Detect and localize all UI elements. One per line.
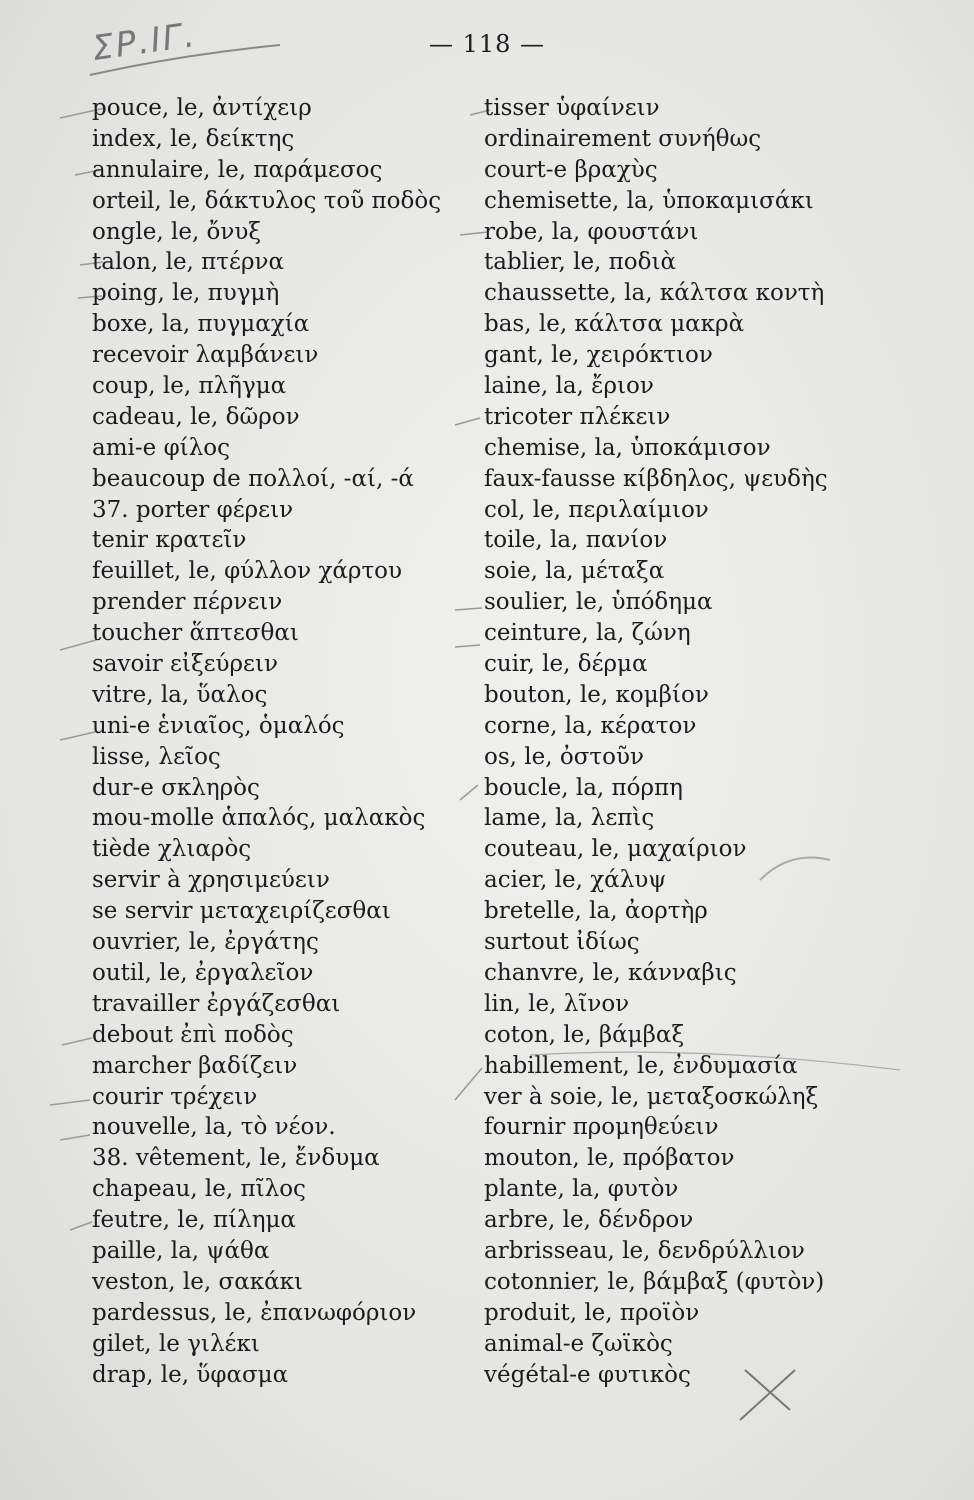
vocabulary-entry: 37. porter φέρειν [92,496,294,523]
vocabulary-entry: se servir μεταχειρίζεσθαι [92,898,391,925]
vocabulary-entry: 38. vêtement, le, ἔνδυμα [92,1145,380,1172]
vocabulary-entry: dur-e σκληρὸς [92,774,260,801]
vocabulary-entry: coup, le, πλῆγμα [92,373,287,400]
vocabulary-entry: toile, la, πανίον [484,527,668,554]
vocabulary-entry: robe, la, φουστάνι [484,218,699,245]
vocabulary-entry: corne, la, κέρατον [484,712,697,739]
vocabulary-entry: boucle, la, πόρπη [484,774,683,801]
vocabulary-entry: debout ἐπὶ ποδὸς [92,1021,294,1048]
vocabulary-entry: tablier, le, ποδιὰ [484,249,677,276]
vocabulary-entry: pouce, le, ἀντίχειρ [92,95,312,121]
vocabulary-entry: talon, le, πτέρνα [92,249,284,276]
vocabulary-entry: soulier, le, ὑπόδημα [484,589,713,616]
vocabulary-entry: pardessus, le, ἐπανωφόριον [92,1299,417,1326]
vocabulary-entry: coton, le, βάμβαξ [484,1021,685,1048]
vocabulary-entry: chapeau, le, πῖλος [92,1176,306,1203]
vocabulary-column-left [92,93,441,1390]
vocabulary-entry: recevoir λαμβάνειν [92,342,319,369]
vocabulary-entry: produit, le, προϊὸν [484,1299,700,1326]
vocabulary-entry: prender πέρνειν [92,589,283,616]
vocabulary-entry: travailler ἐργάζεσθαι [92,990,341,1017]
vocabulary-entry: plante, la, φυτὸν [484,1176,679,1203]
vocabulary-entry: lisse, λεῖος [92,743,221,770]
vocabulary-entry: faux-fausse κίβδηλος, ψευδὴς [484,465,828,492]
vocabulary-entry: mouton, le, πρόβατον [484,1145,735,1172]
vocabulary-entry: couteau, le, μαχαίριον [484,836,747,863]
vocabulary-entry: drap, le, ὕφασμα [92,1361,289,1388]
vocabulary-entry: arbrisseau, le, δενδρύλλιον [484,1237,805,1264]
vocabulary-entry: fournir προμηθεύειν [484,1114,719,1141]
vocabulary-entry: court-e βραχὺς [484,156,658,183]
vocabulary-entry: animal-e ζωϊκὸς [484,1330,673,1357]
vocabulary-entry: ami-e φίλος [92,434,230,461]
vocabulary-entry: feuillet, le, φύλλον χάρτου [92,558,402,585]
vocabulary-entry: savoir εἰξεύρειν [92,651,278,678]
vocabulary-entry: tenir κρατεῖν [92,527,247,554]
vocabulary-entry: orteil, le, δάκτυλος τοῦ ποδὸς [92,187,442,214]
vocabulary-entry: paille, la, ψάθα [92,1237,270,1264]
vocabulary-entry: courir τρέχειν [92,1083,258,1110]
vocabulary-entry: nouvelle, la, τὸ νέον. [92,1114,336,1141]
vocabulary-entry: poing, le, πυγμὴ [92,280,280,307]
vocabulary-entry: chaussette, la, κάλτσα κοντὴ [484,280,825,307]
vocabulary-entry: arbre, le, δένδρον [484,1207,694,1234]
vocabulary-entry: uni-e ἑνιαῖος, ὁμαλός [92,712,345,739]
handwritten-margin-note: ΣΡ.ΙΓ. [89,14,199,70]
vocabulary-entry: bouton, le, κομβίον [484,681,709,708]
vocabulary-entry: ongle, le, ὄνυξ [92,218,262,245]
vocabulary-entry: outil, le, ἐργαλεῖον [92,959,314,986]
vocabulary-entry: toucher ἅπτεσθαι [92,620,299,647]
vocabulary-entry: vitre, la, ὕαλος [92,681,268,708]
vocabulary-entry: laine, la, ἔριον [484,373,654,400]
vocabulary-entry: cuir, le, δέρμα [484,651,648,678]
vocabulary-entry: cadeau, le, δῶρον [92,403,300,430]
vocabulary-entry: feutre, le, πίλημα [92,1207,296,1234]
vocabulary-entry: bretelle, la, ἀορτὴρ [484,898,708,925]
vocabulary-entry: tisser ὑφαίνειν [484,95,660,121]
vocabulary-entry: lin, le, λῖνον [484,990,630,1017]
vocabulary-entry: ordinairement συνήθως [484,125,762,152]
vocabulary-entry: os, le, ὀστοῦν [484,743,644,770]
vocabulary-column-right [484,93,828,1390]
vocabulary-entry: chanvre, le, κάνναβις [484,959,737,986]
vocabulary-entry: acier, le, χάλυψ [484,867,667,894]
vocabulary-entry: annulaire, le, παράμεσος [92,156,383,183]
vocabulary-entry: tricoter πλέκειν [484,403,671,430]
vocabulary-entry: beaucoup de πολλοί, -αί, -ά [92,465,414,492]
vocabulary-entry: gant, le, χειρόκτιον [484,342,713,369]
vocabulary-entry: chemisette, la, ὑποκαμισάκι [484,187,814,214]
vocabulary-entry: marcher βαδίζειν [92,1052,298,1079]
vocabulary-entry: boxe, la, πυγμαχία [92,311,310,338]
vocabulary-entry: mou-molle ἁπαλός, μαλακὸς [92,805,426,832]
vocabulary-entry: veston, le, σακάκι [92,1268,304,1295]
vocabulary-entry: végétal-e φυτικὸς [484,1361,691,1388]
vocabulary-entry: lame, la, λεπὶς [484,805,655,832]
vocabulary-entry: col, le, περιλαίμιον [484,496,709,523]
vocabulary-entry: habillement, le, ἐνδυμασία [484,1052,798,1079]
vocabulary-entry: gilet, le γιλέκι [92,1330,260,1357]
vocabulary-entry: ver à soie, le, μεταξοσκώληξ [484,1083,819,1110]
vocabulary-entry: surtout ἰδίως [484,929,640,956]
vocabulary-entry: soie, la, μέταξα [484,558,665,585]
vocabulary-entry: bas, le, κάλτσα μακρὰ [484,311,745,338]
vocabulary-entry: tiède χλιαρὸς [92,836,252,863]
page-number: — 118 — [428,30,546,58]
vocabulary-entry: index, le, δείκτης [92,125,295,152]
vocabulary-entry: cotonnier, le, βάμβαξ (φυτὸν) [484,1268,825,1295]
vocabulary-entry: chemise, la, ὑποκάμισον [484,434,771,461]
vocabulary-entry: ouvrier, le, ἐργάτης [92,929,319,956]
vocabulary-entry: ceinture, la, ζώνη [484,620,691,647]
vocabulary-entry: servir à χρησιμεύειν [92,867,330,894]
